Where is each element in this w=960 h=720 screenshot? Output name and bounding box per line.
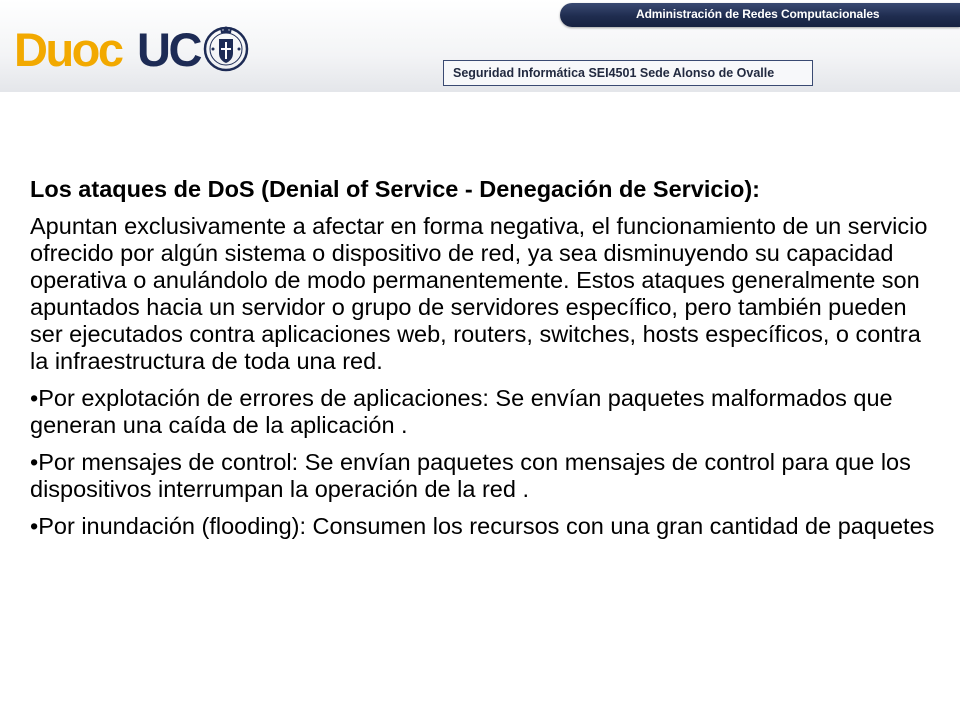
intro-paragraph: Apuntan exclusivamente a afectar en forma negativa, el funcionamiento de un servicio ofrecido por algún sistema o dispositivo de red, ya sea disminuyendo su capacidad operativa o anulándolo de modo permanentemente. Estos ataques generalmente son apuntados hacia un servidor o grupo de servidores específico, pero también pueden ser ejecutados contra aplicaciones web, routers, switches, hosts específicos, o contra la infraestructura de toda una red. (30, 213, 928, 374)
course-label: Seguridad Informática SEI4501 Sede Alonso de Ovalle (453, 66, 775, 80)
slide-heading: Los ataques de DoS (Denial of Service - Denegación de Servicio): (30, 176, 761, 202)
bullet-item: •Por explotación de errores de aplicaciones: Se envían paquetes malformados que generan una caída de la aplicación . (30, 385, 893, 438)
bullet-item: •Por inundación (flooding): Consumen los recursos con una gran cantidad de paquetes (30, 513, 935, 539)
program-banner (560, 3, 960, 27)
university-seal-icon (203, 22, 249, 74)
logo-uc-text: UC (137, 23, 200, 76)
logo-duoc-text: Duoc (14, 23, 122, 76)
course-label-box (443, 60, 813, 86)
program-title: Administración de Redes Computacionales (636, 7, 880, 21)
slide-header (0, 0, 960, 92)
bullet-item: •Por mensajes de control: Se envían paquetes con mensajes de control para que los dispositivos interrumpan la operación de la red . (30, 449, 911, 502)
slide-content (30, 176, 935, 540)
